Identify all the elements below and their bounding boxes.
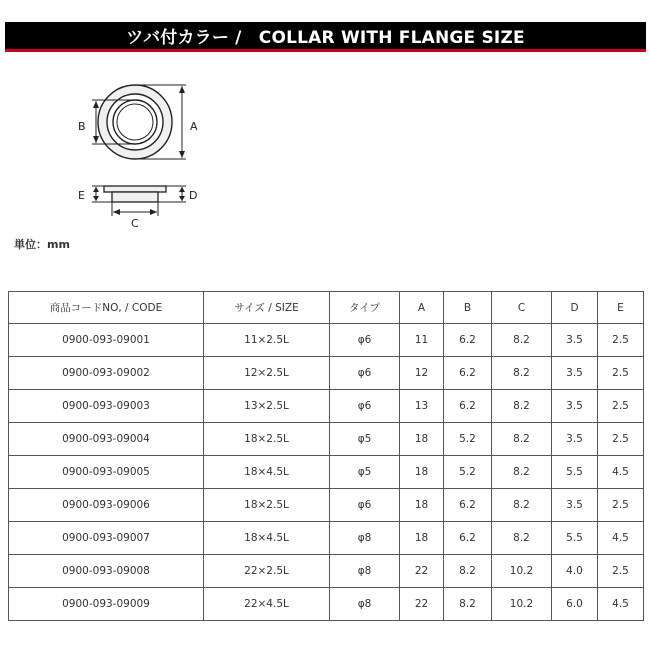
cell-size: 18×4.5L <box>204 456 330 489</box>
cell-code: 0900-093-09009 <box>9 588 204 621</box>
cell-c: 8.2 <box>492 423 552 456</box>
cell-a: 12 <box>400 357 444 390</box>
cell-type: φ8 <box>330 588 400 621</box>
cell-size: 18×4.5L <box>204 522 330 555</box>
cell-type: φ6 <box>330 489 400 522</box>
cell-d: 3.5 <box>552 357 598 390</box>
header-c: C <box>492 292 552 324</box>
cell-b: 6.2 <box>444 357 492 390</box>
cell-code: 0900-093-09008 <box>9 555 204 588</box>
table-row <box>9 522 644 555</box>
cell-b: 8.2 <box>444 555 492 588</box>
cell-d: 3.5 <box>552 423 598 456</box>
table-body <box>9 324 644 621</box>
cell-d: 6.0 <box>552 588 598 621</box>
cell-a: 18 <box>400 489 444 522</box>
cell-code: 0900-093-09003 <box>9 390 204 423</box>
cell-type: φ5 <box>330 456 400 489</box>
label-b: B <box>78 120 86 133</box>
collar-top-view <box>98 85 172 159</box>
cell-c: 8.2 <box>492 324 552 357</box>
cell-c: 8.2 <box>492 522 552 555</box>
cell-e: 4.5 <box>598 522 644 555</box>
cell-a: 22 <box>400 588 444 621</box>
cell-type: φ8 <box>330 522 400 555</box>
table-row <box>9 423 644 456</box>
table-row <box>9 588 644 621</box>
cell-e: 2.5 <box>598 423 644 456</box>
cell-code: 0900-093-09002 <box>9 357 204 390</box>
table-row <box>9 357 644 390</box>
cell-code: 0900-093-09004 <box>9 423 204 456</box>
title-text: ツバ付カラー / COLLAR WITH FLANGE SIZE <box>126 28 525 48</box>
label-e: E <box>78 189 85 202</box>
cell-c: 8.2 <box>492 489 552 522</box>
header-size: サイズ / SIZE <box>204 292 330 324</box>
cell-code: 0900-093-09007 <box>9 522 204 555</box>
label-d: D <box>189 189 198 202</box>
cell-type: φ8 <box>330 555 400 588</box>
table-row <box>9 456 644 489</box>
size-table <box>8 291 644 621</box>
cell-c: 8.2 <box>492 456 552 489</box>
cell-d: 3.5 <box>552 390 598 423</box>
page-title <box>5 22 646 52</box>
cell-type: φ5 <box>330 423 400 456</box>
collar-side-view <box>104 186 166 202</box>
cell-e: 4.5 <box>598 588 644 621</box>
cell-c: 10.2 <box>492 555 552 588</box>
cell-size: 22×4.5L <box>204 588 330 621</box>
cell-size: 18×2.5L <box>204 423 330 456</box>
table-row <box>9 390 644 423</box>
cell-a: 11 <box>400 324 444 357</box>
cell-b: 6.2 <box>444 390 492 423</box>
cell-b: 8.2 <box>444 588 492 621</box>
cell-d: 3.5 <box>552 324 598 357</box>
cell-b: 6.2 <box>444 522 492 555</box>
cell-c: 10.2 <box>492 588 552 621</box>
unit-label: 単位：mm <box>14 238 70 251</box>
cell-b: 6.2 <box>444 489 492 522</box>
cell-a: 18 <box>400 456 444 489</box>
header-code: 商品コードNO, / CODE <box>9 292 204 324</box>
header-a: A <box>400 292 444 324</box>
header-b: B <box>444 292 492 324</box>
cell-a: 18 <box>400 423 444 456</box>
header-e: E <box>598 292 644 324</box>
collar-dimension-diagram <box>60 70 220 240</box>
table-row <box>9 489 644 522</box>
header-type: タイプ <box>330 292 400 324</box>
cell-size: 11×2.5L <box>204 324 330 357</box>
cell-b: 5.2 <box>444 456 492 489</box>
cell-size: 22×2.5L <box>204 555 330 588</box>
cell-e: 2.5 <box>598 555 644 588</box>
table-header-row <box>9 292 644 324</box>
cell-a: 22 <box>400 555 444 588</box>
cell-code: 0900-093-09001 <box>9 324 204 357</box>
cell-type: φ6 <box>330 324 400 357</box>
table-row <box>9 555 644 588</box>
cell-code: 0900-093-09006 <box>9 489 204 522</box>
cell-d: 5.5 <box>552 456 598 489</box>
cell-size: 18×2.5L <box>204 489 330 522</box>
cell-a: 18 <box>400 522 444 555</box>
cell-e: 2.5 <box>598 324 644 357</box>
label-c: C <box>131 217 139 230</box>
cell-b: 6.2 <box>444 324 492 357</box>
cell-d: 3.5 <box>552 489 598 522</box>
cell-c: 8.2 <box>492 357 552 390</box>
cell-b: 5.2 <box>444 423 492 456</box>
cell-d: 4.0 <box>552 555 598 588</box>
cell-size: 12×2.5L <box>204 357 330 390</box>
cell-type: φ6 <box>330 357 400 390</box>
cell-type: φ6 <box>330 390 400 423</box>
cell-e: 2.5 <box>598 357 644 390</box>
header-d: D <box>552 292 598 324</box>
label-a: A <box>190 120 198 133</box>
cell-e: 4.5 <box>598 456 644 489</box>
cell-a: 13 <box>400 390 444 423</box>
dimension-c <box>112 202 158 216</box>
cell-e: 2.5 <box>598 489 644 522</box>
cell-c: 8.2 <box>492 390 552 423</box>
cell-e: 2.5 <box>598 390 644 423</box>
table-row <box>9 324 644 357</box>
cell-size: 13×2.5L <box>204 390 330 423</box>
cell-d: 5.5 <box>552 522 598 555</box>
cell-code: 0900-093-09005 <box>9 456 204 489</box>
